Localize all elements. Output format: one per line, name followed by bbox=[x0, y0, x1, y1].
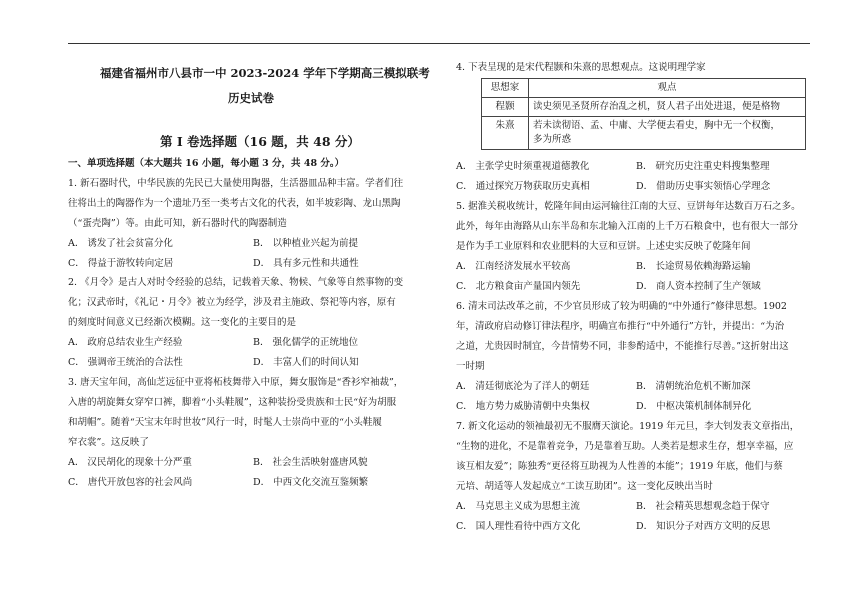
table-cell bbox=[529, 117, 806, 150]
question-line: 之道，尤贵因时制宜，今昔情势不同，非参酌适中，不能推行尽善。”这折射出这 bbox=[456, 341, 789, 352]
question-line: 该互相友爱”；陈独秀“更径将互助视为人性善的本能”；1919 年底，他们与蔡 bbox=[456, 461, 783, 472]
question-line: 6. 清末司法改革之前，不少官员形成了较为明确的“中外通行”修律思想。1902 bbox=[456, 301, 787, 312]
table-header-cell: 观点 bbox=[529, 79, 806, 98]
option-b: B． 清朝统治危机不断加深 bbox=[636, 381, 751, 392]
table-cell-line: 多为所惑 bbox=[533, 134, 572, 145]
question-line: 元培、胡适等人发起成立“工读互助团”。这一变化反映出当时 bbox=[456, 481, 713, 492]
thinkers-table bbox=[481, 78, 806, 150]
option-c: C． 得益于游牧转向定居 bbox=[68, 258, 174, 269]
option-b: B． 以种植业兴起为前提 bbox=[253, 238, 359, 249]
option-c: C． 北方粮食亩产量国内领先 bbox=[456, 281, 581, 292]
question-line: 1. 新石器时代，中华民族的先民已大量使用陶器，生活器皿品种丰富。学者们往 bbox=[68, 178, 404, 189]
option-d: D． 商人资本控制了生产领域 bbox=[636, 281, 761, 292]
question-line: 4. 下表呈现的是宋代程颢和朱熹的思想观点。这说明理学家 bbox=[456, 62, 706, 73]
question-line: 是作为手工业原料和农业肥料的大豆和豆饼。上述史实反映了乾隆年间 bbox=[456, 241, 751, 252]
exam-subject: 历史试卷 bbox=[228, 91, 274, 105]
option-b: B． 长途贸易依赖海路运输 bbox=[636, 261, 751, 272]
question-line: 7. 新文化运动的领袖最初无不服膺天演论。1919 年元旦，李大钊发表文章指出， bbox=[456, 421, 800, 432]
option-c: C． 强调帝王统治的合法性 bbox=[68, 357, 183, 368]
option-a: A． 江南经济发展水平较高 bbox=[456, 261, 571, 272]
option-b: B． 社会生活映射盛唐风貌 bbox=[253, 457, 368, 468]
question-line: 往将出土的陶器作为一个遗址乃至一类考古文化的代表，如半坡彩陶、龙山黑陶 bbox=[68, 198, 401, 209]
option-d: D． 知识分子对西方文明的反思 bbox=[636, 521, 771, 532]
option-c: C． 国人理性看待中西方文化 bbox=[456, 521, 581, 532]
option-c: C． 通过探究万物获取历史真相 bbox=[456, 181, 590, 192]
option-a: A． 马克思主义成为思想主流 bbox=[456, 501, 580, 512]
option-b: B． 社会精英思想观念趋于保守 bbox=[636, 501, 770, 512]
question-line: 一时期 bbox=[456, 361, 485, 372]
option-b: B． 强化儒学的正统地位 bbox=[253, 337, 359, 348]
table-row bbox=[482, 117, 806, 150]
option-c: C． 地方势力威胁清朝中央集权 bbox=[456, 401, 590, 412]
option-a: A． 政府总结农业生产经验 bbox=[68, 337, 183, 348]
exam-title: 福建省福州市八县市一中 2023-2024 学年下学期高三模拟联考 bbox=[100, 66, 430, 80]
option-d: D． 中西文化交流互鉴频繁 bbox=[253, 477, 369, 488]
table-cell: 程颢 bbox=[482, 98, 529, 117]
question-line: “生物的进化，不是靠着竞争，乃是靠着互助。人类若是想求生存，想享幸福，应 bbox=[456, 441, 794, 452]
option-b: B． 研究历史注重史料搜集整理 bbox=[636, 161, 770, 172]
question-line: 和胡帽”。随着“天宝末年时世妆”风行一时，时髦人士崇尚中亚的“小头鞋履 bbox=[68, 417, 382, 428]
option-a: A． 主张学史时须重视道德教化 bbox=[456, 161, 590, 172]
table-header-row bbox=[482, 79, 806, 98]
question-line: 3. 唐天宝年间，高仙芝远征中亚将柘枝舞带入中原，舞女服饰是“香衫窄袖裁”， bbox=[68, 377, 404, 388]
option-c: C． 唐代开放包容的社会风尚 bbox=[68, 477, 193, 488]
section-title: 第 I 卷选择题（16 题，共 48 分） bbox=[160, 134, 360, 149]
table-cell-line: 若未读彻语、孟、中庸、大学便去看史，胸中无一个权衡， bbox=[533, 120, 781, 131]
option-a: A． 诱发了社会贫富分化 bbox=[68, 238, 173, 249]
option-d: D． 中枢决策机制体制异化 bbox=[636, 401, 752, 412]
option-d: D． 丰富人们的时间认知 bbox=[253, 357, 359, 368]
question-line: 2. 《月令》是古人对时令经验的总结，记载着天象、物候、气象等自然事物的变 bbox=[68, 277, 404, 288]
question-line: 化；汉武帝时，《礼记・月令》被立为经学，涉及君主施政、祭祀等内容，原有 bbox=[68, 297, 396, 308]
table-cell: 朱熹 bbox=[482, 117, 529, 150]
section-part-heading: 一、单项选择题（本大题共 16 小题，每小题 3 分，共 48 分。） bbox=[68, 158, 345, 169]
question-line: 此外，每年由海路从山东半岛和东北输入江南的上千万石粮食中，也有很大一部分 bbox=[456, 221, 799, 232]
question-line: （“蛋壳陶”）等。由此可知，新石器时代的陶器制造 bbox=[68, 218, 287, 229]
question-line: 5. 据淮关税收统计，乾隆年间由运河输往江南的大豆、豆饼每年达数百万石之多。 bbox=[456, 201, 801, 212]
question-line: 窄衣裳”。这反映了 bbox=[68, 437, 149, 448]
table-row bbox=[482, 98, 806, 117]
table-header-cell: 思想家 bbox=[482, 79, 529, 98]
option-a: A． 清廷彻底沦为了洋人的朝廷 bbox=[456, 381, 590, 392]
table-cell: 读史须见圣贤所存治乱之机，贤人君子出处进退，便是格物 bbox=[529, 98, 806, 117]
option-d: D． 借助历史事实领悟心学理念 bbox=[636, 181, 771, 192]
question-line: 入唐的胡旋舞女穿窄口裤，脚着“小头鞋履”，这种装扮受贵族和士民“好为胡服 bbox=[68, 397, 397, 408]
header-rule bbox=[68, 43, 810, 44]
question-line: 年，清政府启动修订律法程序，明确宣布推行“中外通行”方针，并提出：“为治 bbox=[456, 321, 785, 332]
question-line: 的刻度时间意义已经渐次模糊。这一变化的主要目的是 bbox=[68, 317, 297, 328]
option-a: A． 汉民胡化的现象十分严重 bbox=[68, 457, 192, 468]
option-d: D． 具有多元性和共通性 bbox=[253, 258, 359, 269]
